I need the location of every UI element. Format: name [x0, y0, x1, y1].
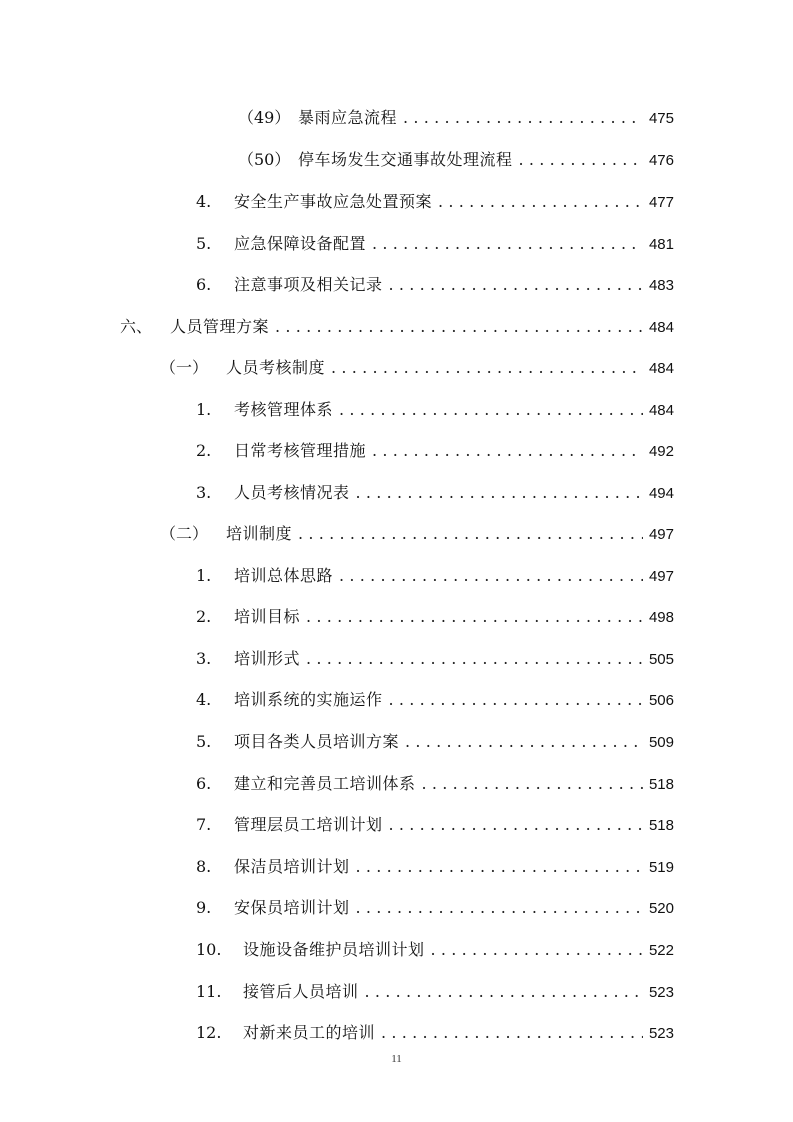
toc-entry-number: 7.: [196, 815, 212, 834]
toc-entry-title: 人员考核制度: [226, 358, 326, 377]
toc-dot-leader: [381, 1023, 643, 1043]
toc-entry-number: 12.: [196, 1023, 222, 1042]
toc-entry-page: 523: [648, 1025, 674, 1042]
toc-entry-number: 10.: [196, 940, 222, 959]
toc-dot-leader: [275, 317, 643, 337]
toc-entry-number: （50）: [238, 150, 291, 169]
toc-entry-number: 4.: [196, 192, 212, 211]
toc-entry-page: 484: [648, 402, 674, 419]
toc-entry[interactable]: [196, 566, 674, 587]
toc-dot-leader: [372, 234, 643, 254]
toc-entry[interactable]: [196, 732, 674, 753]
toc-entry[interactable]: [160, 524, 674, 545]
toc-dot-leader: [306, 607, 643, 627]
toc-entry-page: 477: [648, 194, 674, 211]
toc-entry-title: 对新来员工的培训: [243, 1023, 376, 1042]
toc-entry-number: 11.: [196, 982, 222, 1001]
toc-entry-title: 接管后人员培训: [243, 982, 359, 1001]
toc-entry-title: 应急保障设备配置: [234, 234, 367, 253]
toc-entry[interactable]: [196, 649, 674, 670]
toc-entry-number: 4.: [196, 690, 212, 709]
toc-entry-title: 考核管理体系: [234, 400, 334, 419]
toc-dot-leader: [389, 275, 643, 295]
toc-entry[interactable]: [196, 982, 674, 1003]
toc-entry-number: 1.: [196, 566, 212, 585]
toc-dot-leader: [389, 815, 643, 835]
toc-dot-leader: [372, 441, 643, 461]
toc-entry[interactable]: [196, 234, 674, 255]
toc-entry-title: 建立和完善员工培训体系: [234, 774, 416, 793]
toc-entry-number: 2.: [196, 607, 212, 626]
toc-dot-leader: [389, 690, 643, 710]
toc-entry-title: 管理层员工培训计划: [234, 815, 383, 834]
toc-entry-page: 476: [648, 152, 674, 169]
toc-entry-title: 培训系统的实施运作: [234, 690, 383, 709]
toc-dot-leader: [422, 774, 643, 794]
toc-dot-leader: [356, 857, 643, 877]
toc-entry-number: 2.: [196, 441, 212, 460]
toc-entry[interactable]: [196, 940, 674, 961]
toc-entry-page: 475: [648, 110, 674, 127]
toc-entry[interactable]: [196, 192, 674, 213]
toc-entry-page: 518: [648, 776, 674, 793]
toc-entry[interactable]: [196, 857, 674, 878]
toc-entry-number: 6.: [196, 774, 212, 793]
toc-entry-page: 494: [648, 485, 674, 502]
toc-entry-title: 人员考核情况表: [234, 483, 350, 502]
toc-entry-number: （一）: [160, 358, 209, 377]
toc-dot-leader: [339, 566, 643, 586]
toc-dot-leader: [356, 483, 643, 503]
toc-entry-number: （二）: [160, 524, 209, 543]
toc-entry-number: 8.: [196, 857, 212, 876]
toc-entry-title: 人员管理方案: [170, 317, 270, 336]
toc-entry-title: 注意事项及相关记录: [234, 275, 383, 294]
toc-entry-title: 暴雨应急流程: [298, 108, 398, 127]
toc-entry-number: 1.: [196, 400, 212, 419]
toc-entry[interactable]: [238, 108, 674, 129]
toc-entry-page: 522: [648, 942, 674, 959]
toc-entry-page: 509: [648, 734, 674, 751]
toc-dot-leader: [403, 108, 643, 128]
toc-dot-leader: [298, 524, 643, 544]
toc-entry-page: 520: [648, 900, 674, 917]
toc-entry[interactable]: [196, 1023, 674, 1044]
toc-entry-number: 六、: [120, 317, 153, 336]
toc-entry-page: 484: [648, 319, 674, 336]
toc-entry[interactable]: [196, 898, 674, 919]
toc-dot-leader: [339, 400, 643, 420]
toc-dot-leader: [405, 732, 643, 752]
toc-entry-number: 6.: [196, 275, 212, 294]
toc-entry[interactable]: [196, 815, 674, 836]
toc-entry-title: 停车场发生交通事故处理流程: [298, 150, 513, 169]
toc-entry-number: 5.: [196, 732, 212, 751]
toc-dot-leader: [306, 649, 643, 669]
toc-entry-page: 505: [648, 651, 674, 668]
toc-dot-leader: [431, 940, 643, 960]
toc-entry[interactable]: [238, 150, 674, 171]
toc-dot-leader: [356, 898, 643, 918]
toc-entry-page: 497: [648, 568, 674, 585]
toc-entry[interactable]: [196, 774, 674, 795]
toc-entry-page: 506: [648, 692, 674, 709]
toc-entry-title: 培训形式: [234, 649, 301, 668]
toc-entry-number: 3.: [196, 483, 212, 502]
toc-entry-page: 518: [648, 817, 674, 834]
toc-entry[interactable]: [196, 607, 674, 628]
toc-entry-title: 培训制度: [226, 524, 293, 543]
toc-dot-leader: [438, 192, 643, 212]
toc-entry[interactable]: [196, 690, 674, 711]
toc-entry-title: 日常考核管理措施: [234, 441, 367, 460]
toc-entry[interactable]: [196, 483, 674, 504]
toc-entry-title: 安全生产事故应急处置预案: [234, 192, 433, 211]
page-number: 11: [391, 1053, 402, 1065]
toc-entry-title: 设施设备维护员培训计划: [243, 940, 425, 959]
toc-entry-number: 5.: [196, 234, 212, 253]
toc-entry-page: 498: [648, 609, 674, 626]
toc-dot-leader: [519, 150, 643, 170]
toc-entry-title: 培训总体思路: [234, 566, 334, 585]
toc-entry-page: 523: [648, 984, 674, 1001]
toc-entry-page: 484: [648, 360, 674, 377]
toc-entry[interactable]: [196, 275, 674, 296]
toc-entry-page: 483: [648, 277, 674, 294]
toc-entry-page: 481: [648, 236, 674, 253]
toc-dot-leader: [365, 982, 643, 1002]
toc-entry-title: 培训目标: [234, 607, 301, 626]
toc-entry-title: 安保员培训计划: [234, 898, 350, 917]
toc-dot-leader: [331, 358, 643, 378]
toc-entry-title: 项目各类人员培训方案: [234, 732, 400, 751]
toc-entry-number: 9.: [196, 898, 212, 917]
toc-entry[interactable]: [160, 358, 674, 379]
toc-entry-page: 497: [648, 526, 674, 543]
toc-entry-number: 3.: [196, 649, 212, 668]
toc-entry-page: 519: [648, 859, 674, 876]
toc-entry[interactable]: [196, 441, 674, 462]
toc-entry-page: 492: [648, 443, 674, 460]
toc-entry-title: 保洁员培训计划: [234, 857, 350, 876]
toc-entry[interactable]: [196, 400, 674, 421]
toc-entry[interactable]: [120, 317, 674, 338]
toc-entry-number: （49）: [238, 108, 291, 127]
